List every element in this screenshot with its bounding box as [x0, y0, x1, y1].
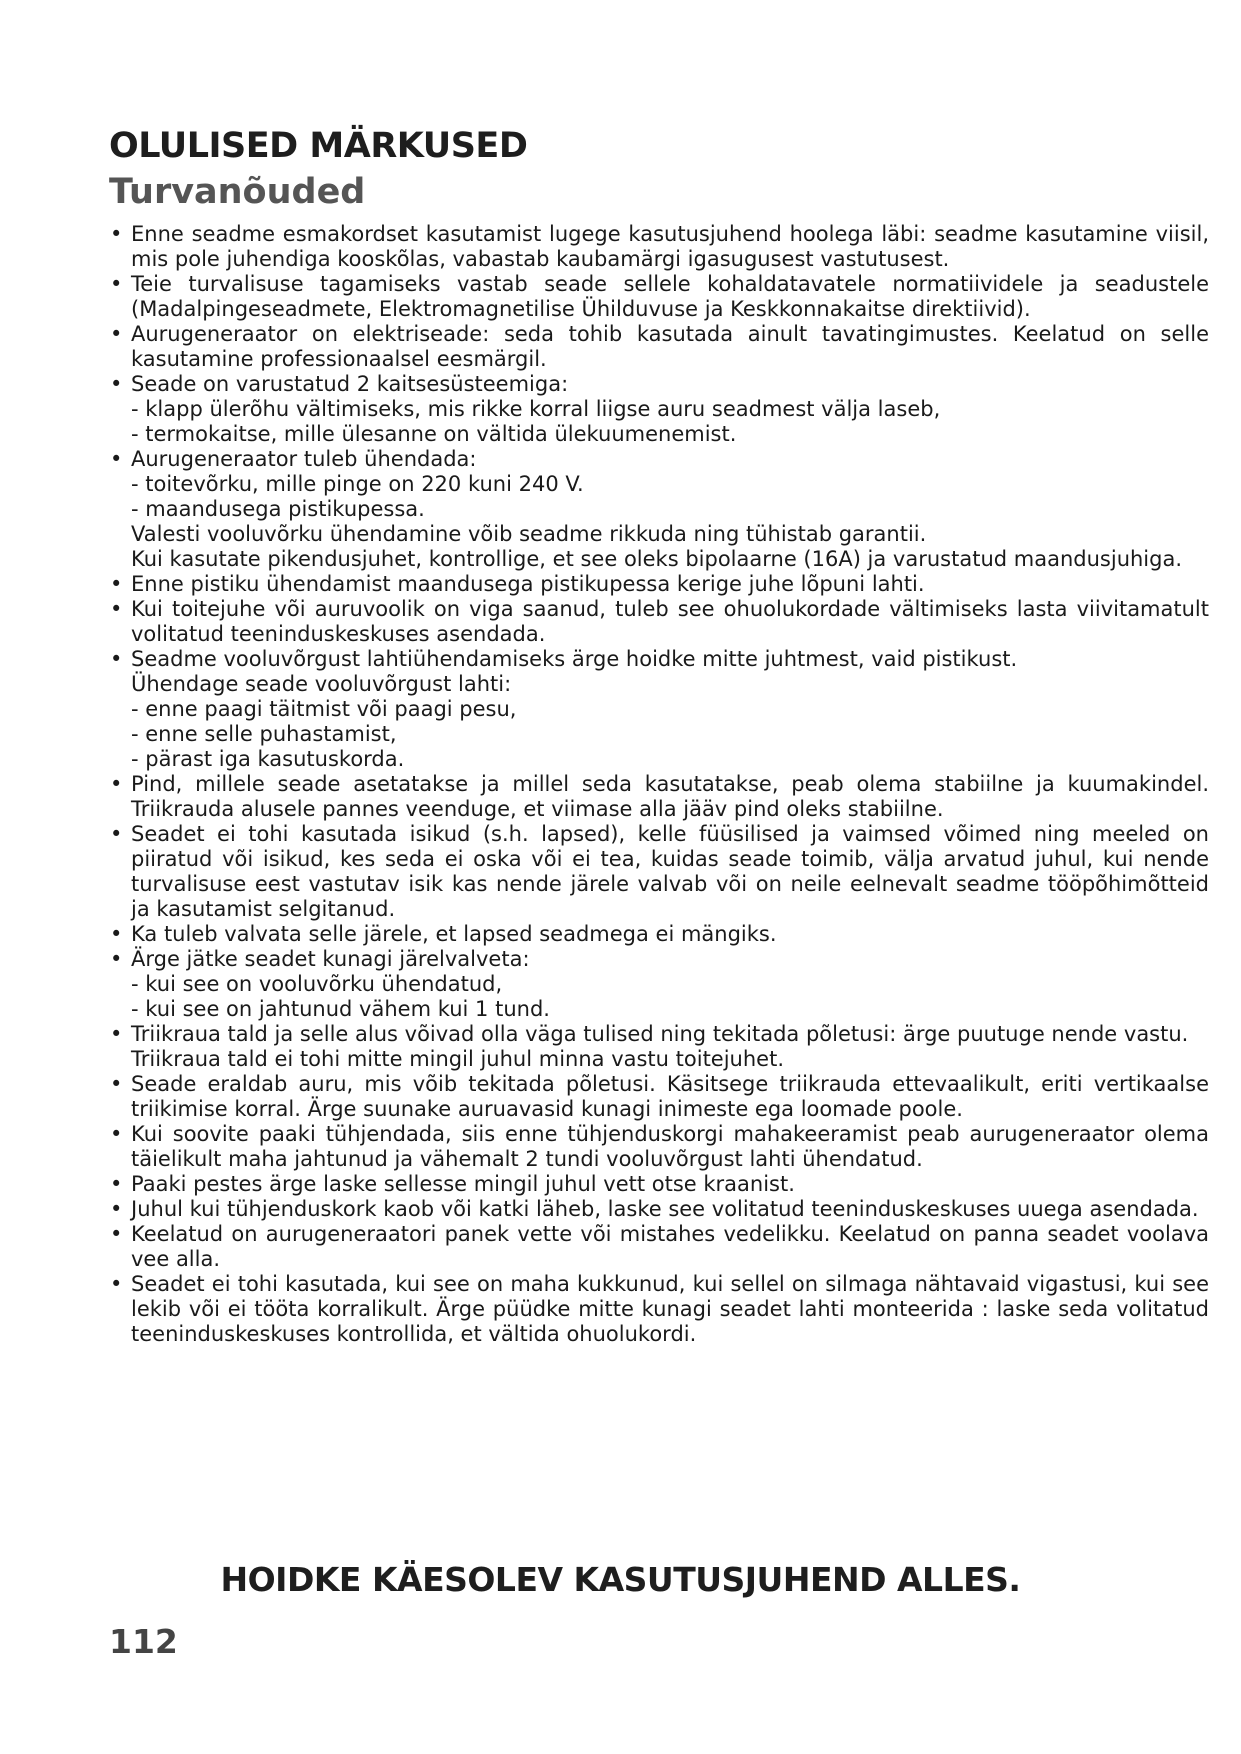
item-text: Seade on varustatud 2 kaitsesüsteemiga: — [131, 372, 569, 396]
keep-manual-note: HOIDKE KÄESOLEV KASUTUSJUHEND ALLES. — [220, 1560, 1021, 1599]
bullet-icon: • — [110, 597, 123, 621]
list-item — [109, 772, 1209, 822]
sub-item: - pärast iga kasutuskorda. — [131, 747, 405, 771]
list-item — [109, 1072, 1209, 1122]
list-item — [109, 1197, 1209, 1222]
section-title: OLULISED MÄRKUSED — [109, 126, 528, 166]
bullet-icon: • — [110, 1272, 123, 1296]
item-text: Enne seadme esmakordset kasutamist lugege kasutusjuhend hoolega läbi: seadme kasutamine viisil, mis pole juhendiga kooskõlas, vabastab kaubamärgi igasugusest vastutusest. — [131, 222, 1209, 271]
bullet-icon: • — [110, 322, 123, 346]
item-text: Seadet ei tohi kasutada, kui see on maha kukkunud, kui sellel on silmaga nähtavaid vigastusi, kui see lekib või ei tööta korralikult. Ärge püüdke mitte kunagi seadet lahti monteerida : laske seda volitatud teeninduskeskuses kontrollida, et vältida ohuolukordi. — [131, 1272, 1209, 1346]
sub-item: - klapp ülerõhu vältimiseks, mis rikke korral liigse auru seadmest välja laseb, — [131, 397, 941, 421]
item-text: Paaki pestes ärge laske sellesse mingil juhul vett otse kraanist. — [131, 1172, 795, 1196]
list-item — [109, 1222, 1209, 1272]
item-text: Aurugeneraator on elektriseade: seda tohib kasutada ainult tavatingimustes. Keelatud on selle kasutamine professionaalsel eesmärgil. — [131, 322, 1209, 371]
list-item — [109, 647, 1209, 772]
list-item — [109, 1172, 1209, 1197]
sub-item: - enne paagi täitmist või paagi pesu, — [131, 697, 517, 721]
bullet-icon: • — [110, 1122, 123, 1146]
bullet-icon: • — [110, 1022, 123, 1046]
page-number: 112 — [109, 1622, 178, 1661]
item-text: Aurugeneraator tuleb ühendada: — [131, 447, 477, 471]
list-item — [109, 1022, 1209, 1072]
bullet-icon: • — [110, 1172, 123, 1196]
list-item — [109, 1122, 1209, 1172]
bullet-icon: • — [110, 1197, 123, 1221]
item-text: Pind, millele seade asetatakse ja millel seda kasutatakse, peab olema stabiilne ja kuumakindel. Triikrauda alusele pannes veenduge, et viimase alla jääv pind oleks stabiilne. — [131, 772, 1209, 821]
item-text: Kui toitejuhe või auruvoolik on viga saanud, tuleb see ohuolukordade vältimiseks lasta viivitamatult volitatud teeninduskeskuses asendada. — [131, 597, 1209, 646]
item-text: Seade eraldab auru, mis võib tekitada põletusi. Käsitsege triikrauda ettevaalikult, eriti vertikaalse triikimise korral. Ärge suunake auruavasid kunagi inimeste ega loomade poole. — [131, 1072, 1209, 1121]
bullet-icon: • — [110, 572, 123, 596]
list-item — [109, 322, 1209, 372]
bullet-icon: • — [110, 947, 123, 971]
item-text: Seadet ei tohi kasutada isikud (s.h. lapsed), kelle füüsilised ja vaimsed võimed ning meeled on piiratud või isikud, kes seda ei oska või ei tea, kuidas seade toimib, välja arvatud juhul, kui nende turvalisuse eest vastutav isik kas nende järele valvab või on neile eelnevalt seadme tööpõhimõtteid ja kasutamist selgitanud. — [131, 822, 1209, 921]
sub-item: - toitevõrku, mille pinge on 220 kuni 240 V. — [131, 472, 584, 496]
item-text: Triikraua tald ja selle alus võivad olla väga tulised ning tekitada põletusi: ärge puutuge nende vastu. — [131, 1022, 1189, 1046]
item-note: Ühendage seade vooluvõrgust lahti: — [131, 672, 512, 696]
list-item — [109, 947, 1209, 1022]
item-text: Ka tuleb valvata selle järele, et lapsed seadmega ei mängiks. — [131, 922, 777, 946]
safety-list — [109, 222, 1209, 1347]
list-item — [109, 372, 1209, 447]
section-subtitle: Turvanõuded — [109, 172, 366, 212]
item-text: Teie turvalisuse tagamiseks vastab seade sellele kohaldatavatele normatiividele ja seadustele (Madalpingeseadmete, Elektromagnetilise Ühilduvuse ja Keskkonnakaitse direktiivid). — [131, 272, 1209, 321]
item-text: Juhul kui tühjenduskork kaob või katki läheb, laske see volitatud teeninduskeskuses uuega asendada. — [131, 1197, 1199, 1221]
list-item — [109, 597, 1209, 647]
item-text: Ärge jätke seadet kunagi järelvalveta: — [131, 947, 530, 971]
bullet-icon: • — [110, 772, 123, 796]
bullet-icon: • — [110, 647, 123, 671]
item-note: Triikraua tald ei tohi mitte mingil juhul minna vastu toitejuhet. — [131, 1047, 784, 1071]
list-item — [109, 222, 1209, 272]
bullet-icon: • — [110, 222, 123, 246]
list-item — [109, 447, 1209, 572]
list-item — [109, 572, 1209, 597]
bullet-icon: • — [110, 272, 123, 296]
bullet-icon: • — [110, 447, 123, 471]
list-item — [109, 822, 1209, 922]
item-text: Seadme vooluvõrgust lahtiühendamiseks ärge hoidke mitte juhtmest, vaid pistikust. — [131, 647, 1018, 671]
sub-item: - maandusega pistikupessa. — [131, 497, 425, 521]
list-item — [109, 272, 1209, 322]
sub-item: - enne selle puhastamist, — [131, 722, 397, 746]
list-item — [109, 922, 1209, 947]
item-note: Valesti vooluvõrku ühendamine võib seadme rikkuda ning tühistab garantii. — [131, 522, 927, 546]
item-text: Kui soovite paaki tühjendada, siis enne tühjenduskorgi mahakeeramist peab aurugeneraator olema täielikult maha jahtunud ja vähemalt 2 tundi vooluvõrgust lahti ühendatud. — [131, 1122, 1209, 1171]
list-item — [109, 1272, 1209, 1347]
bullet-icon: • — [110, 1222, 123, 1246]
item-note: Kui kasutate pikendusjuhet, kontrollige, et see oleks bipolaarne (16A) ja varustatud maandusjuhiga. — [131, 547, 1183, 571]
item-text: Keelatud on aurugeneraatori panek vette või mistahes vedelikku. Keelatud on panna seadet voolava vee alla. — [131, 1222, 1209, 1271]
sub-item: - kui see on vooluvõrku ühendatud, — [131, 972, 503, 996]
bullet-icon: • — [110, 922, 123, 946]
bullet-icon: • — [110, 1072, 123, 1096]
sub-item: - kui see on jahtunud vähem kui 1 tund. — [131, 997, 550, 1021]
bullet-icon: • — [110, 372, 123, 396]
sub-item: - termokaitse, mille ülesanne on vältida ülekuumenemist. — [131, 422, 737, 446]
item-text: Enne pistiku ühendamist maandusega pistikupessa kerige juhe lõpuni lahti. — [131, 572, 925, 596]
bullet-icon: • — [110, 822, 123, 846]
